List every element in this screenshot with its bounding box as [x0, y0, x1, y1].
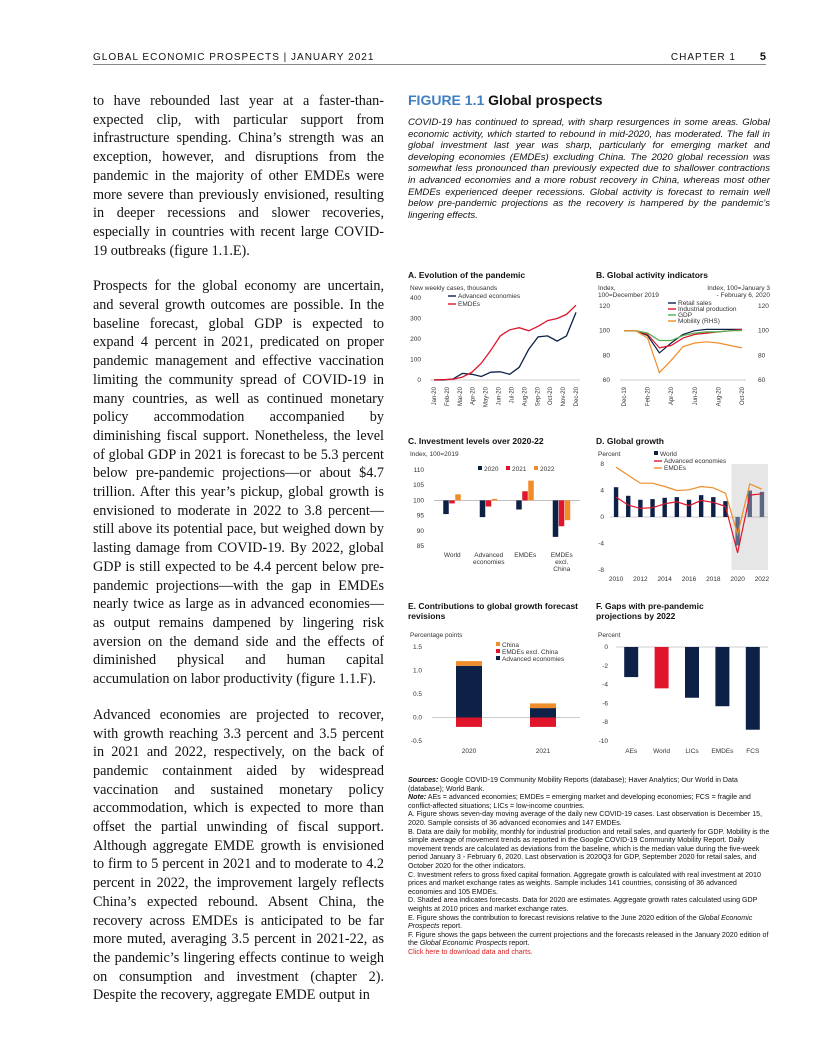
bar-world — [655, 647, 669, 688]
x-tick-label: Feb-20 — [444, 387, 451, 407]
legend-swatch — [506, 466, 510, 470]
note-c: C. Investment refers to gross fixed capital formation. Aggregate growth is calculated with real investment at 2010 prices and market exchange rates as weights. Sample includes 141 countries, consisting of 36 advanced economies and 105 EMDEs. — [408, 870, 761, 896]
bar-segment — [456, 666, 482, 718]
bar-segment — [456, 661, 482, 666]
note-f — [408, 931, 770, 948]
running-header — [93, 48, 766, 68]
y-axis-label: Percent — [598, 632, 621, 639]
figure-notes — [408, 776, 770, 956]
series-line — [624, 331, 742, 373]
bar-segment — [530, 708, 556, 717]
y-tick-label: -8 — [602, 719, 608, 727]
bar-fcs — [746, 647, 760, 730]
panel-title: A. Evolution of the pandemic — [408, 270, 526, 280]
note-e-italic: Global Economic Prospects — [408, 913, 753, 931]
x-tick-label: Nov-20 — [561, 387, 568, 407]
bar-segment — [456, 718, 482, 727]
legend-label: Mobility (RHS) — [678, 318, 720, 325]
body-paragraph: Prospects for the global economy are uncertain, and several growth outcomes are possible. In the baseline forecast, global GDP is expected to expand 4 percent in 2021, predicated on proper pandemic management and effective vaccination limiting the community spread of COVID-19 in many countries, as well as continued monetary policy accommodation accompanied by diminishing fiscal support. Nonetheless, the level of global GDP in 2021 is forecast to be 5.3 percent below pre-pandemic projections—or about $4.7 trillion. After this year’s pickup, global growth is envisioned to moderate in 2022 to 3.8 percent—still above its potential pace, but weighed down by lasting damage from COVID-19. By 2022, global GDP is still expected to be 4.4 percent below pre-pandemic projections—with the gap in EMDEs nearly twice as large as in advanced economies—as output remains dampened by lingering risk aversion on the demand side and the effects of diminished physical and human capital accumulation on labor productivity (figure 1.1.F). — [93, 278, 384, 688]
x-tick-label: FCS — [746, 748, 760, 755]
y-tick-label: 0 — [417, 377, 421, 384]
bar-lics — [685, 647, 699, 698]
y-tick-label: -0.5 — [410, 738, 422, 745]
chart-e — [408, 625, 584, 761]
y-tick-label: 80 — [602, 352, 610, 360]
x-tick-label: EMDEs — [711, 748, 734, 755]
bar-world — [614, 487, 618, 517]
note-d: D. Shaded area indicates forecasts. Data for 2020 are estimates. Aggregate growth rates calculated using GDP weights at 2010 prices and market exchange rates. — [408, 896, 758, 913]
y-tick-label: 1.5 — [412, 644, 422, 651]
legend-label: China — [502, 642, 519, 649]
x-tick-label: 2014 — [657, 576, 672, 583]
x-tick-label: Aug-20 — [522, 387, 529, 407]
legend-label: EMDEs excl. China — [502, 649, 558, 656]
chart-f — [596, 625, 772, 761]
bar-2020 — [480, 500, 486, 517]
y-tick-label: 200 — [410, 336, 421, 343]
x-tick-label: Sep-20 — [535, 387, 542, 407]
y-tick-label: 0.0 — [412, 714, 422, 722]
legend-label: Retail sales — [678, 300, 712, 307]
y-tick-label: 60 — [602, 377, 610, 384]
running-header-title: GLOBAL ECONOMIC PROSPECTS | JANUARY 2021 — [93, 52, 375, 63]
legend-label: 2020 — [484, 466, 499, 473]
x-tick-label: Jun-20 — [496, 387, 503, 406]
bar-2021 — [486, 500, 492, 506]
y-tick-label-right: 80 — [758, 352, 766, 360]
bar-2021 — [449, 500, 455, 503]
y-tick-label: 0 — [600, 514, 604, 521]
y-tick-label: -4 — [598, 540, 604, 548]
x-tick-label: 2010 — [608, 576, 624, 583]
y-tick-label: 120 — [599, 303, 610, 310]
y-tick-label: 110 — [413, 467, 424, 474]
note-label: Note: — [408, 793, 427, 802]
chart-d — [596, 450, 772, 592]
bar-emdes — [715, 647, 729, 706]
x-tick-label: 2020 — [730, 576, 745, 583]
note-b: B. Data are daily for mobility, monthly for industrial production and retail sales, and quarterly for GDP. Mobility is the simple average of movement trends as reported in the Google COVID-19 Community Mobility Report. Daily movement trends are calculated as deviations from the baseline, which is the median value during the five-week period January 3 - February 6, 2020. Last observation is 2020Q3 for GDP, September 2020 for retail sales, and October 2020 for the other indicators. — [408, 827, 770, 870]
y-tick-label: 100 — [410, 356, 421, 364]
bar-2021 — [559, 500, 565, 526]
y-tick-label: 105 — [413, 482, 424, 490]
series-line-emdes — [434, 305, 576, 380]
sources-note — [408, 776, 770, 793]
y-axis-label-right: Index, 100=January 3 — [707, 285, 770, 292]
figure-header — [408, 92, 770, 221]
y-tick-label: 4 — [600, 487, 604, 495]
y-tick-label: -8 — [598, 567, 604, 574]
bar-segment — [530, 718, 556, 727]
y-tick-label: 100 — [413, 497, 424, 505]
bar-2020 — [516, 500, 522, 509]
x-tick-label: Jun-20 — [692, 387, 699, 406]
x-tick-label: 2020 — [461, 748, 477, 755]
x-tick-label: World — [653, 748, 671, 755]
panel-e — [408, 601, 584, 761]
note-e — [408, 914, 770, 931]
sources-text: Google COVID-19 Community Mobility Reports (database); Haver Analytics; Our World in Data (database); World Bank. — [408, 776, 738, 793]
legend-label: EMDEs — [458, 301, 481, 308]
y-tick-label: 400 — [410, 295, 421, 302]
bar-world — [662, 498, 666, 517]
figure-intro: COVID-19 has continued to spread, with sharp resurgences in some areas. Global economic activity, which started to rebound in mid-2020, has moderated. The fall in global investment last year was sharp, particularly for emerging market and developing economies (EMDEs) excluding China. The 2020 global recession was somewhat less pronounced than previously expected due to shallower contractions in advanced economies and a more robust recovery in China, whereas most other EMDEs experienced deeper recessions. Global activity is forecast to remain well below pre-pandemic projections as the recovery is hampered by the pandemic’s lingering effects. — [408, 117, 770, 221]
header-rule — [93, 64, 766, 65]
legend-swatch — [496, 642, 500, 646]
panel-b — [596, 270, 772, 420]
bar-world — [687, 500, 691, 517]
bar-2022 — [492, 499, 498, 501]
panel-title: D. Global growth — [596, 436, 664, 446]
legend-swatch — [534, 466, 538, 470]
x-tick-label: Jan-20 — [432, 387, 438, 406]
legend-label: World — [660, 451, 677, 458]
bar-2022 — [528, 481, 534, 501]
download-link[interactable]: Click here to download data and charts. — [408, 947, 533, 956]
x-tick-label: 2016 — [681, 576, 697, 583]
panel-f — [596, 601, 772, 761]
y-tick-label: 85 — [416, 543, 424, 550]
bar-aes — [624, 647, 638, 677]
x-tick-label: excl. — [555, 559, 569, 566]
bar-world — [760, 492, 764, 517]
x-tick-label: Oct-20 — [740, 387, 746, 406]
x-tick-label: AEs — [625, 748, 638, 755]
note-f-italic: Global Economic Prospects — [419, 939, 507, 948]
x-tick-label: Apr-20 — [669, 387, 676, 406]
x-tick-label: LICs — [685, 748, 699, 755]
x-tick-label: Aug-20 — [716, 387, 723, 407]
panel-title: E. Contributions to global growth forecast revisions — [408, 601, 578, 621]
legend-swatch — [496, 649, 500, 653]
note-e-end: report. — [441, 922, 463, 931]
bar-world — [675, 497, 679, 517]
y-tick-label: 300 — [410, 315, 421, 323]
bar-world — [723, 501, 727, 517]
chart-b — [596, 284, 772, 426]
note-a: A. Figure shows seven-day moving average of the daily new COVID-19 cases. Last observation is December 15, 2020. Sample consists of 36 advanced economies and 147 EMDEs. — [408, 810, 763, 827]
panel-title: F. Gaps with pre-pandemic projections by 2022 — [596, 601, 704, 621]
y-tick-label: -6 — [602, 700, 608, 708]
x-tick-label: EMDEs — [514, 552, 537, 559]
x-tick-label: EMDEs — [550, 552, 573, 559]
legend-label: GDP — [678, 312, 693, 319]
sources-label: Sources: — [408, 776, 439, 784]
y-axis-label: 100=December 2019 — [598, 292, 659, 299]
abbrev-note — [408, 793, 770, 810]
panel-c — [408, 436, 584, 586]
y-tick-label: -10 — [598, 738, 608, 745]
bar-2020 — [553, 500, 559, 536]
legend-label: Advanced economies — [664, 458, 727, 465]
panel-a — [408, 270, 584, 420]
x-tick-label: Jul-20 — [509, 387, 516, 404]
x-tick-label: Dec-19 — [622, 387, 628, 407]
legend-swatch — [478, 466, 482, 470]
x-tick-label: May-20 — [483, 387, 490, 408]
legend-label: 2021 — [512, 466, 527, 473]
page-number: 5 — [759, 51, 766, 63]
chart-a — [408, 284, 584, 426]
bar-2022 — [455, 494, 461, 500]
y-tick-label: 8 — [600, 461, 604, 468]
y-axis-label: Percent — [598, 451, 621, 458]
y-tick-label: 100 — [599, 327, 610, 335]
series-line-advanced — [434, 312, 576, 380]
x-tick-label: China — [553, 566, 571, 573]
y-axis-label: Index, — [598, 285, 616, 292]
chart-c — [408, 450, 584, 592]
note-f-end: report. — [508, 939, 530, 948]
x-tick-label: 2012 — [633, 576, 648, 583]
x-tick-label: Oct-20 — [548, 387, 555, 406]
panel-d — [596, 436, 772, 586]
legend-swatch — [654, 451, 658, 455]
y-tick-label-right: 100 — [758, 327, 769, 335]
x-tick-label: Feb-20 — [645, 387, 652, 407]
y-tick-label: 0.5 — [412, 691, 422, 698]
x-tick-label: 2021 — [535, 748, 551, 755]
x-tick-label: economies — [473, 559, 505, 566]
series-line — [624, 331, 742, 341]
y-axis-label: Percentage points — [410, 632, 463, 639]
bar-segment — [530, 703, 556, 708]
figure-title-text: Global prospects — [488, 92, 603, 108]
y-tick-label: 95 — [416, 512, 424, 520]
x-tick-label: Advanced — [474, 552, 504, 559]
bar-2020 — [443, 500, 449, 514]
x-tick-label: Apr-20 — [470, 387, 477, 406]
y-tick-label: -2 — [602, 662, 608, 670]
bar-2021 — [522, 491, 528, 500]
panel-title: B. Global activity indicators — [596, 270, 708, 280]
y-tick-label-right: 60 — [758, 377, 766, 384]
figure-number: FIGURE 1.1 — [408, 92, 485, 108]
chapter-label: CHAPTER 1 — [670, 52, 736, 63]
legend-swatch — [496, 656, 500, 660]
figure-title — [408, 92, 770, 108]
note-f-text: F. Figure shows the gaps between the current projections and the forecasts released in the January 2020 edition of the — [408, 930, 769, 948]
legend-label: EMDEs — [664, 465, 687, 472]
bar-world — [626, 496, 630, 517]
y-axis-label-right: - February 6, 2020 — [716, 292, 770, 299]
note-e-text: E. Figure shows the contribution to forecast revisions relative to the June 2020 edition of the — [408, 913, 697, 922]
y-tick-label-right: 120 — [758, 303, 769, 310]
y-tick-label: 1.0 — [412, 667, 422, 675]
x-tick-label: Mar-20 — [457, 387, 464, 407]
x-tick-label: Dec-20 — [574, 387, 580, 407]
y-tick-label: -4 — [602, 681, 608, 689]
legend-label: Advanced economies — [458, 293, 521, 300]
y-tick-label: 0 — [604, 644, 608, 651]
panel-title: C. Investment levels over 2020-22 — [408, 436, 544, 446]
note-text: AEs = advanced economies; EMDEs = emerging market and developing economies; FCS = fragile and conflict-affected situations; LICs = low-income countries. — [408, 793, 751, 810]
body-paragraph: to have rebounded last year at a faster-than-expected clip, with particular support from infrastructure spending. China’s strength was an exception, however, and disruptions from the pandemic in the majority of other EMDEs were more severe than previously envisioned, resulting in deeper recessions and slower recoveries, especially in countries with recent large COVID-19 outbreaks (figure 1.1.E). — [93, 93, 384, 259]
bar-world — [711, 497, 715, 517]
bar-world — [699, 495, 703, 517]
y-tick-label: 90 — [416, 527, 424, 535]
bar-2022 — [565, 500, 571, 520]
bar-world — [735, 517, 739, 545]
body-paragraph: Advanced economies are projected to recover, with growth reaching 3.3 percent and 3.5 percent in 2021 and 2022, respectively, on the back of pandemic containment aided by widespread vaccination and sustained monetary policy accommodation, which is expected to more than offset the partial unwinding of fiscal support. Although aggregate EMDE growth is envisioned to firm to 5 percent in 2021 and to moderate to 4.2 percent in 2022, the improvement largely reflects China’s expected rebound. Absent China, the recovery across EMDEs is anticipated to be far more muted, averaging 3.5 percent in 2021-22, as the pandemic’s lingering effects continue to weigh on consumption and investment (chapter 2). Despite the recovery, aggregate EMDE output in — [93, 706, 384, 1004]
legend-label: Advanced economies — [502, 656, 565, 663]
legend-label: Industrial production — [678, 306, 737, 313]
body-column — [93, 92, 384, 1022]
x-tick-label: 2022 — [754, 576, 770, 583]
x-tick-label: 2018 — [706, 576, 721, 583]
y-axis-label: New weekly cases, thousands — [410, 285, 498, 292]
y-axis-label: Index, 100=2019 — [410, 451, 459, 458]
legend-label: 2022 — [540, 466, 555, 473]
x-tick-label: World — [443, 552, 461, 559]
